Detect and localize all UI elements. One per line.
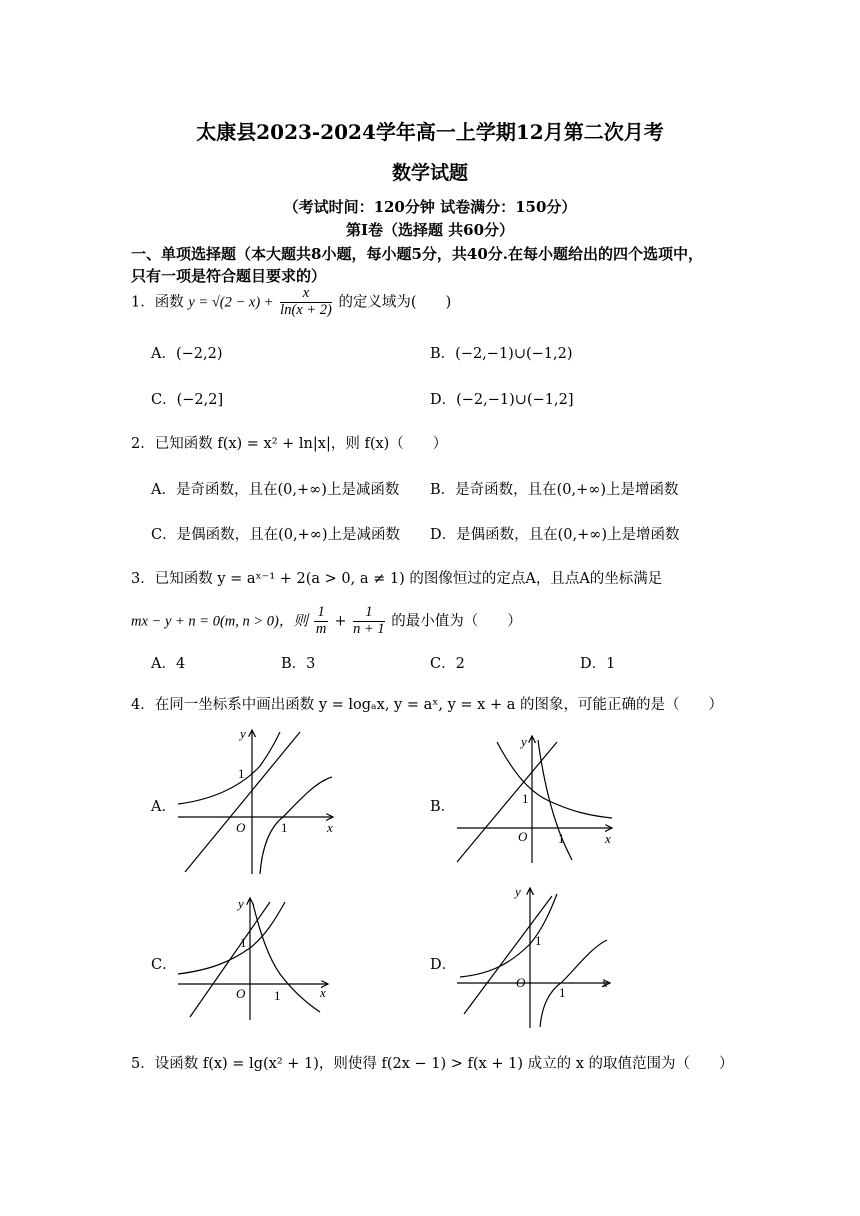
volume-title: 第Ⅰ卷（选择题 共60分）: [345, 221, 515, 239]
q3-suffix: 的最小值为（ ）: [391, 613, 522, 630]
section-heading-line1: 一、单项选择题（本大题共8小题，每小题5分，共40分.在每小题给出的四个选项中，: [131, 245, 703, 263]
curve-log: [253, 904, 320, 1012]
y-one-label: 1: [535, 933, 542, 948]
q1-prefix: 1．函数: [131, 294, 184, 311]
line-linear: [190, 902, 270, 1017]
q4-graph-d[interactable]: [452, 882, 622, 1032]
q1-fraction: [280, 286, 332, 319]
q4-option-c-label[interactable]: C．: [151, 957, 177, 973]
origin-label: O: [236, 820, 246, 835]
question-5-stem: 5．设函数 f(x) = lg(x² + 1)，则使得 f(2x − 1) > f(x + 1) 成立的 x 的取值范围为（ ）: [131, 1056, 734, 1072]
q3-option-d[interactable]: D．1: [580, 656, 616, 672]
x-one-label: 1: [558, 831, 565, 846]
x-axis-label: x: [327, 820, 333, 835]
y-axis-label: y: [515, 884, 521, 899]
q3-fraction-2: [353, 605, 385, 638]
section-heading-line2: 只有一项是符合题目要求的）: [131, 267, 327, 285]
q3-option-b[interactable]: B．3: [281, 656, 316, 672]
y-axis-label: y: [521, 734, 527, 749]
origin-label: O: [518, 829, 528, 844]
subject-title: 数学试题: [391, 162, 468, 184]
q3-fraction-1: [314, 605, 327, 638]
question-2-stem: 2．已知函数 f(x) = x² + ln|x|，则 f(x)（ ）: [131, 436, 448, 452]
q3-f1-den: m: [315, 620, 327, 637]
q3-f2-num: 1: [353, 605, 385, 622]
question-3-stem: 3．已知函数 y = aˣ⁻¹ + 2(a > 0, a ≠ 1) 的图像恒过的定点A，且点A的坐标满足: [131, 571, 663, 587]
y-one-label: 1: [240, 935, 247, 950]
curve-exp: [497, 742, 612, 818]
q1-suffix: 的定义域为( ): [338, 294, 452, 311]
q1-frac-num: x: [280, 286, 332, 303]
q4-graph-c[interactable]: [170, 892, 340, 1022]
q4-graph-b[interactable]: [452, 730, 622, 865]
line-linear: [464, 896, 552, 1014]
q2-option-a[interactable]: A．是奇函数，且在(0,+∞)上是减函数: [151, 482, 400, 498]
x-one-label: 1: [559, 985, 566, 1000]
y-one-label: 1: [522, 791, 529, 806]
q1-option-c[interactable]: C．(−2,2]: [151, 392, 224, 408]
q1-frac-den: ln(x + 2): [280, 301, 332, 318]
curve-exp: [178, 732, 280, 804]
q1-option-a[interactable]: A．(−2,2): [151, 346, 223, 362]
q1-option-b[interactable]: B．(−2,−1)∪(−1,2): [430, 346, 573, 362]
q1-option-d[interactable]: D．(−2,−1)∪(−1,2]: [430, 392, 574, 408]
q4-graph-a[interactable]: [170, 722, 350, 877]
y-axis-label: y: [240, 726, 246, 741]
q3-cond: mx − y + n = 0(m, n > 0)，则: [131, 613, 308, 630]
q3-f1-num: 1: [314, 605, 327, 622]
q2-option-d[interactable]: D．是偶函数，且在(0,+∞)上是增函数: [430, 527, 680, 543]
curve-log: [260, 777, 332, 874]
q2-option-c[interactable]: C．是偶函数，且在(0,+∞)上是减函数: [151, 527, 400, 543]
x-axis-label: x: [320, 985, 326, 1000]
q1-expr: y = √(2 − x) +: [188, 294, 274, 311]
exam-info: （考试时间：120分钟 试卷满分：150分）: [283, 198, 577, 216]
curve-exp: [460, 894, 557, 977]
q4-option-a-label[interactable]: A．: [151, 799, 176, 815]
q3-option-c[interactable]: C．2: [430, 656, 465, 672]
y-axis-label: y: [238, 896, 244, 911]
x-one-label: 1: [274, 988, 281, 1003]
origin-label: O: [236, 986, 246, 1001]
x-axis-label: x: [605, 831, 611, 846]
q3-f2-den: n + 1: [353, 620, 385, 637]
x-one-label: 1: [281, 820, 288, 835]
question-1-stem: [131, 286, 451, 319]
q3-option-a[interactable]: A．4: [151, 656, 186, 672]
exam-title: 太康县2023-2024学年高一上学期12月第二次月考: [196, 120, 664, 144]
q2-option-b[interactable]: B．是奇函数，且在(0,+∞)上是增函数: [430, 482, 679, 498]
x-axis-label: x: [602, 975, 608, 990]
line-linear: [185, 732, 300, 872]
question-3-condition: [131, 605, 522, 638]
question-4-stem: 4．在同一坐标系中画出函数 y = logₐx, y = aˣ, y = x + a 的图象，可能正确的是（ ）: [131, 697, 723, 713]
origin-label: O: [516, 975, 526, 990]
y-one-label: 1: [238, 766, 245, 781]
curve-exp: [178, 902, 285, 974]
q4-option-d-label[interactable]: D．: [430, 957, 457, 973]
q3-plus: +: [334, 613, 347, 630]
q4-option-b-label[interactable]: B．: [430, 799, 456, 815]
